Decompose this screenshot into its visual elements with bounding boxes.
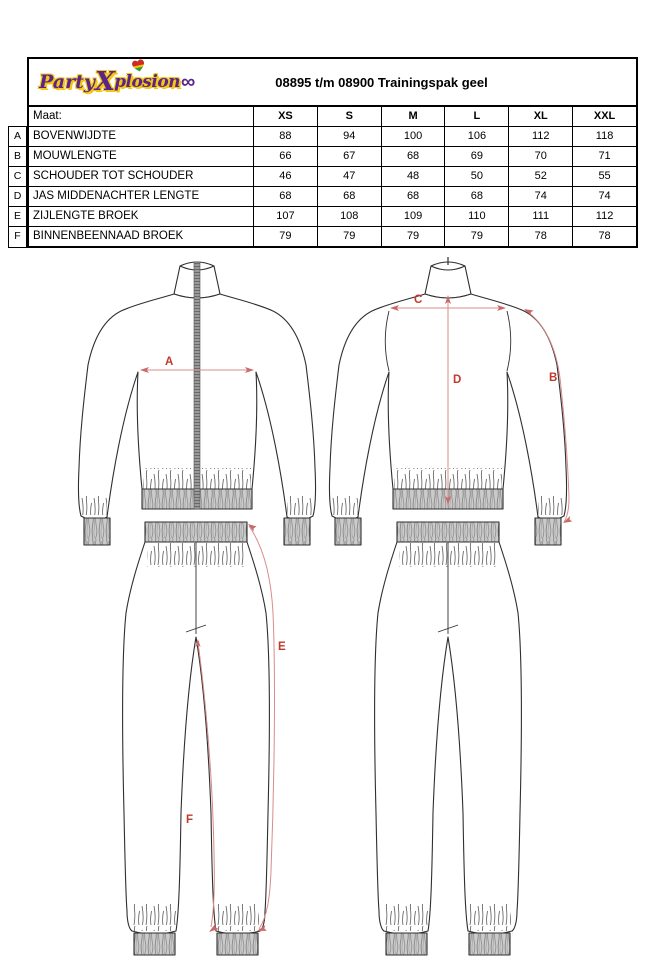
trousers-front-drawing <box>123 522 286 955</box>
size-value: 68 <box>381 186 445 206</box>
size-value: 78 <box>572 226 636 246</box>
corner-label: Maat: <box>33 109 62 122</box>
size-value: 68 <box>381 146 445 166</box>
size-value: 78 <box>508 226 572 246</box>
brand-name-part: plosion <box>114 72 181 92</box>
row-letter: D <box>8 186 27 208</box>
measure-label-d: D <box>453 374 462 386</box>
measurement-label: MOUWLENGTE <box>29 146 253 166</box>
size-value: 88 <box>253 126 317 146</box>
size-value: 108 <box>317 206 381 226</box>
size-column-header: S <box>317 107 381 126</box>
measurement-label: JAS MIDDENACHTER LENGTE <box>29 186 253 206</box>
size-value: 109 <box>381 206 445 226</box>
page-title: 08895 t/m 08900 Trainingspak geel <box>275 74 488 90</box>
size-value: 69 <box>444 146 508 166</box>
measurement-label: BOVENWIJDTE <box>29 126 253 146</box>
brand-name-part: X <box>94 67 115 97</box>
brand-logo <box>39 61 196 103</box>
trousers-back-drawing <box>375 522 522 955</box>
size-column-header: XL <box>508 107 572 126</box>
size-value: 50 <box>444 166 508 186</box>
jacket-front-drawing <box>78 262 315 545</box>
size-value: 48 <box>381 166 445 186</box>
size-value: 118 <box>572 126 636 146</box>
size-value: 68 <box>444 186 508 206</box>
size-value: 79 <box>381 226 445 246</box>
size-column-header: XS <box>253 107 317 126</box>
size-value: 79 <box>253 226 317 246</box>
size-value: 68 <box>317 186 381 206</box>
size-value: 68 <box>253 186 317 206</box>
size-value: 67 <box>317 146 381 166</box>
row-letter: B <box>8 146 27 168</box>
size-value: 111 <box>508 206 572 226</box>
size-value: 71 <box>572 146 636 166</box>
size-value: 79 <box>317 226 381 246</box>
size-value: 74 <box>572 186 636 206</box>
tracksuit-measurement-diagram <box>0 253 650 975</box>
row-letter: C <box>8 166 27 188</box>
table-header <box>29 59 636 107</box>
size-value: 112 <box>572 206 636 226</box>
heart-balloon-icon <box>131 58 146 73</box>
size-value: 70 <box>508 146 572 166</box>
row-letter: A <box>8 126 27 148</box>
brand-name-part: Party <box>39 71 95 93</box>
row-letter-column <box>8 126 27 248</box>
size-table <box>27 57 638 248</box>
row-letter: E <box>8 206 27 228</box>
size-value: 55 <box>572 166 636 186</box>
size-value: 107 <box>253 206 317 226</box>
size-value: 110 <box>444 206 508 226</box>
measure-label-c: C <box>414 294 423 306</box>
size-value: 79 <box>444 226 508 246</box>
jacket-back-drawing <box>329 257 572 545</box>
measurement-label: ZIJLENGTE BROEK <box>29 206 253 226</box>
measurement-label: SCHOUDER TOT SCHOUDER <box>29 166 253 186</box>
measure-label-e: E <box>278 641 286 653</box>
size-value: 106 <box>444 126 508 146</box>
measure-label-a: A <box>165 356 174 368</box>
size-value: 66 <box>253 146 317 166</box>
measure-label-f: F <box>186 814 194 826</box>
size-column-header: L <box>444 107 508 126</box>
size-value: 46 <box>253 166 317 186</box>
measure-label-b: B <box>549 372 558 384</box>
size-value: 47 <box>317 166 381 186</box>
size-column-header: M <box>381 107 445 126</box>
size-value: 74 <box>508 186 572 206</box>
row-letter: F <box>8 226 27 248</box>
size-value: 52 <box>508 166 572 186</box>
zipper <box>194 262 200 509</box>
size-value: 100 <box>381 126 445 146</box>
size-value: 112 <box>508 126 572 146</box>
measurement-label: BINNENBEENNAAD BROEK <box>29 226 253 246</box>
mask-icon: ∞ <box>181 71 196 93</box>
size-column-header: XXL <box>572 107 636 126</box>
size-value: 94 <box>317 126 381 146</box>
